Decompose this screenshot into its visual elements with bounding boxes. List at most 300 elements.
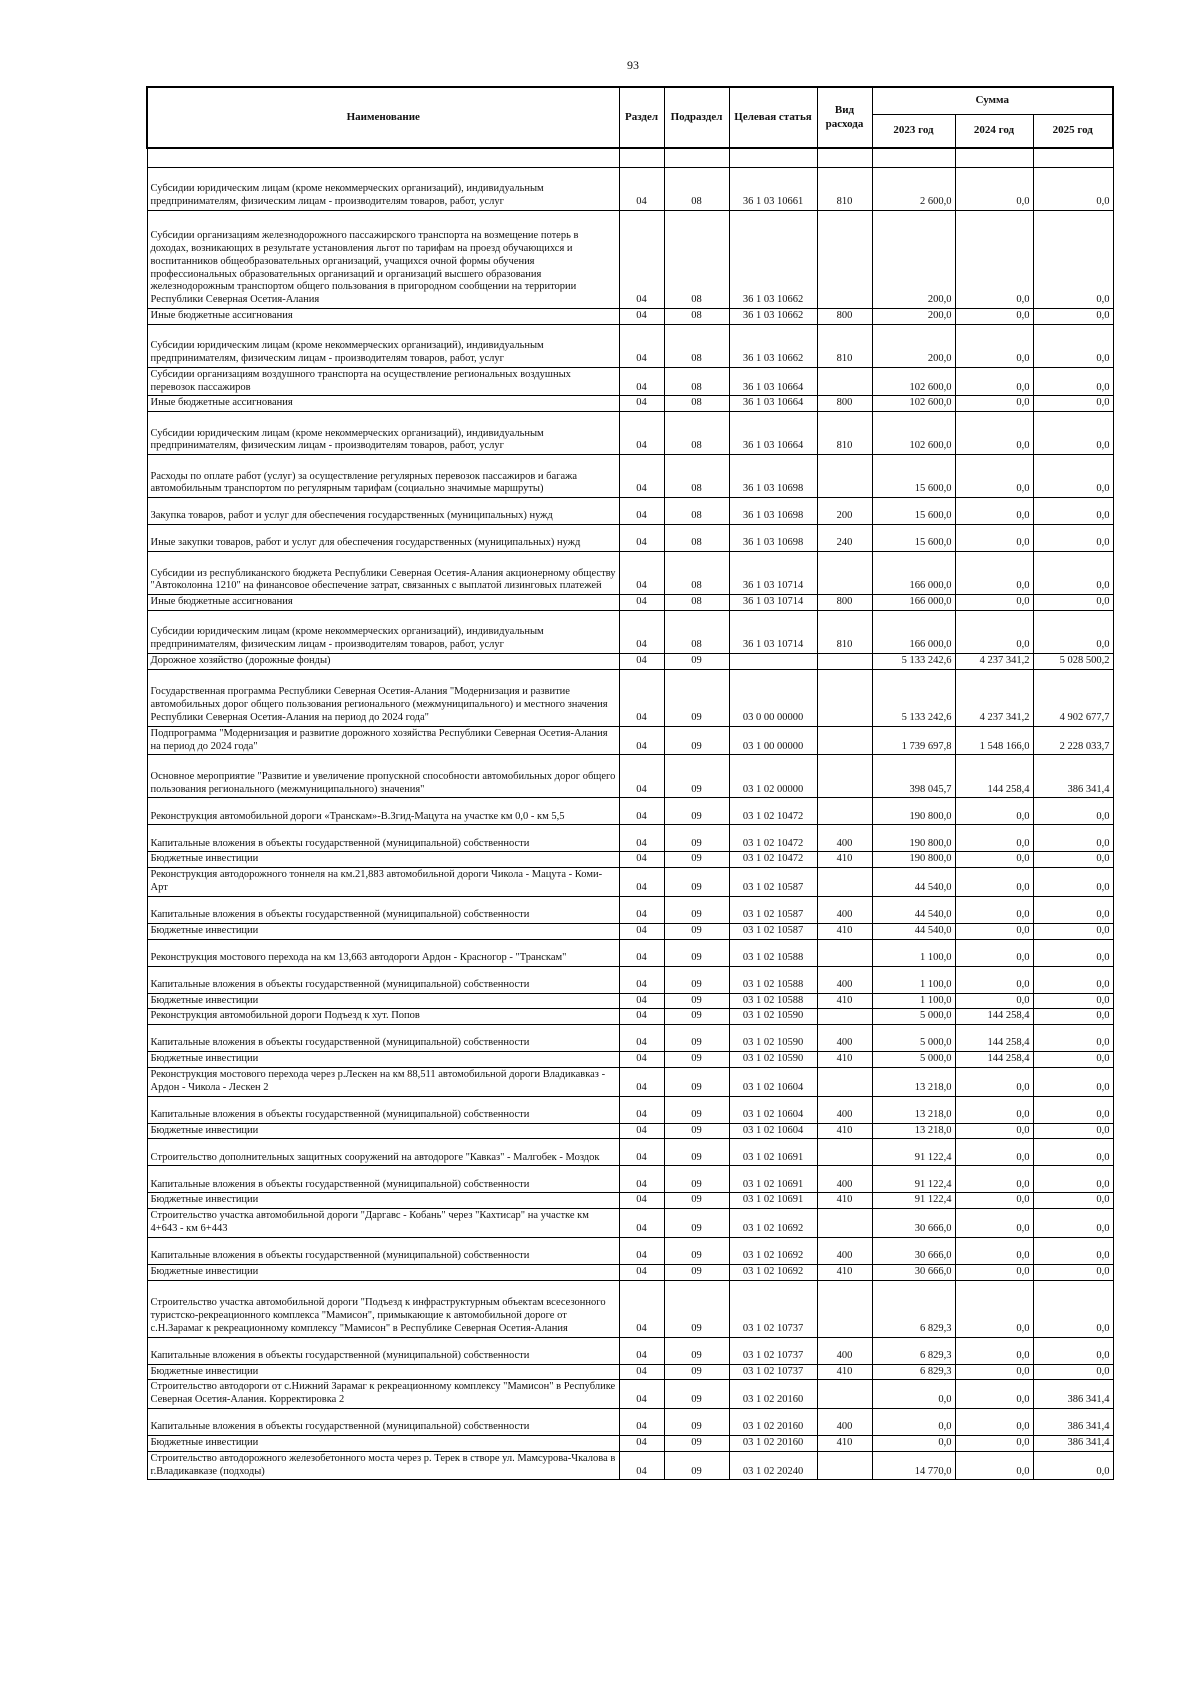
row-name: Реконструкция автодорожного тоннеля на км.21,883 автомобильной дороги Чикола - Мацута - Коми-Арт [147, 868, 619, 897]
row-sum-2023: 1 100,0 [872, 939, 955, 966]
table-row [147, 1380, 1113, 1409]
table-row [147, 525, 1113, 552]
row-sum-2024: 0,0 [955, 455, 1033, 498]
row-razdel: 04 [619, 1096, 664, 1123]
row-target-code: 36 1 03 10698 [729, 525, 817, 552]
row-sum-2023: 0,0 [872, 1435, 955, 1451]
budget-table [146, 86, 1114, 1480]
row-podrazdel: 09 [664, 653, 729, 669]
row-sum-2024: 0,0 [955, 1364, 1033, 1380]
row-sum-2024: 0,0 [955, 1337, 1033, 1364]
table-row [147, 726, 1113, 755]
row-sum-2025: 0,0 [1033, 1237, 1113, 1264]
row-vid-raskhoda: 810 [817, 168, 872, 211]
row-sum-2024: 0,0 [955, 1408, 1033, 1435]
row-name: Реконструкция автомобильной дороги Подъезд к хут. Попов [147, 1009, 619, 1025]
row-sum-2024: 1 548 166,0 [955, 726, 1033, 755]
row-sum-2025: 0,0 [1033, 939, 1113, 966]
row-sum-2024: 0,0 [955, 324, 1033, 367]
row-target-code: 36 1 03 10664 [729, 396, 817, 412]
row-vid-raskhoda [817, 552, 872, 595]
row-vid-raskhoda: 200 [817, 498, 872, 525]
row-vid-raskhoda [817, 1067, 872, 1096]
table-row [147, 1364, 1113, 1380]
row-target-code: 03 1 02 20160 [729, 1408, 817, 1435]
row-vid-raskhoda: 410 [817, 1264, 872, 1280]
row-name: Капитальные вложения в объекты государственной (муниципальной) собственности [147, 896, 619, 923]
row-sum-2023: 166 000,0 [872, 595, 955, 611]
row-razdel: 04 [619, 498, 664, 525]
table-row [147, 1209, 1113, 1238]
row-sum-2025: 0,0 [1033, 595, 1113, 611]
row-sum-2025: 0,0 [1033, 412, 1113, 455]
row-razdel: 04 [619, 1408, 664, 1435]
row-name: Иные бюджетные ассигнования [147, 595, 619, 611]
row-vid-raskhoda [817, 669, 872, 726]
row-name: Строительство дополнительных защитных сооружений на автодороге "Кавказ" - Малгобек - Моздок [147, 1139, 619, 1166]
row-razdel: 04 [619, 1025, 664, 1052]
page-number: 93 [627, 58, 639, 72]
row-name: Бюджетные инвестиции [147, 993, 619, 1009]
row-vid-raskhoda [817, 653, 872, 669]
row-vid-raskhoda: 810 [817, 610, 872, 653]
row-sum-2023: 30 666,0 [872, 1209, 955, 1238]
row-sum-2024: 144 258,4 [955, 755, 1033, 798]
row-razdel: 04 [619, 852, 664, 868]
row-sum-2024: 0,0 [955, 825, 1033, 852]
row-vid-raskhoda [817, 367, 872, 396]
row-vid-raskhoda: 400 [817, 1096, 872, 1123]
row-target-code: 03 1 02 20240 [729, 1451, 817, 1480]
row-target-code: 03 1 02 10691 [729, 1166, 817, 1193]
row-podrazdel: 09 [664, 726, 729, 755]
row-vid-raskhoda [817, 211, 872, 309]
row-name: Субсидии организациям железнодорожного пассажирского транспорта на возмещение потерь в доходах, возникающих в результате установления льгот по тарифам на проезд обучающихся и воспитанников общеобразовательных организаций, учащихся очной формы обучения профессиональных образовательных организаций и организаций высшего образования железнодорожным транспортом общего пользования в пригородном сообщении на территории Республики Северная Осетия-Алания [147, 211, 619, 309]
row-sum-2023: 5 000,0 [872, 1009, 955, 1025]
row-name: Капитальные вложения в объекты государственной (муниципальной) собственности [147, 1166, 619, 1193]
row-razdel: 04 [619, 1364, 664, 1380]
row-podrazdel: 09 [664, 852, 729, 868]
row-sum-2023: 0,0 [872, 1408, 955, 1435]
row-vid-raskhoda [817, 798, 872, 825]
row-razdel: 04 [619, 1193, 664, 1209]
row-sum-2024: 0,0 [955, 367, 1033, 396]
row-vid-raskhoda: 800 [817, 595, 872, 611]
row-target-code: 03 1 02 10737 [729, 1364, 817, 1380]
row-sum-2025: 0,0 [1033, 1193, 1113, 1209]
row-podrazdel: 08 [664, 595, 729, 611]
row-sum-2025: 0,0 [1033, 1025, 1113, 1052]
table-row [147, 1193, 1113, 1209]
row-razdel: 04 [619, 1337, 664, 1364]
table-row [147, 1337, 1113, 1364]
table-row [147, 1435, 1113, 1451]
row-target-code: 03 1 02 10691 [729, 1139, 817, 1166]
row-sum-2024: 0,0 [955, 1123, 1033, 1139]
row-sum-2024: 0,0 [955, 525, 1033, 552]
row-name: Капитальные вложения в объекты государственной (муниципальной) собственности [147, 1025, 619, 1052]
row-target-code: 03 1 02 10587 [729, 868, 817, 897]
row-sum-2023: 190 800,0 [872, 852, 955, 868]
row-name: Капитальные вложения в объекты государственной (муниципальной) собственности [147, 1096, 619, 1123]
row-razdel: 04 [619, 653, 664, 669]
row-name: Дорожное хозяйство (дорожные фонды) [147, 653, 619, 669]
row-sum-2025: 5 028 500,2 [1033, 653, 1113, 669]
row-target-code: 03 1 02 10588 [729, 966, 817, 993]
row-name: Субсидии юридическим лицам (кроме некоммерческих организаций), индивидуальным предпринимателям, физическим лицам - производителям товаров, работ, услуг [147, 168, 619, 211]
row-razdel: 04 [619, 324, 664, 367]
row-vid-raskhoda: 410 [817, 852, 872, 868]
row-podrazdel: 09 [664, 868, 729, 897]
row-razdel: 04 [619, 993, 664, 1009]
row-name: Субсидии юридическим лицам (кроме некоммерческих организаций), индивидуальным предпринимателям, физическим лицам - производителям товаров, работ, услуг [147, 412, 619, 455]
row-sum-2024: 0,0 [955, 1435, 1033, 1451]
row-sum-2023: 13 218,0 [872, 1096, 955, 1123]
table-row [147, 653, 1113, 669]
row-target-code: 03 1 02 10692 [729, 1264, 817, 1280]
row-target-code [729, 653, 817, 669]
table-row [147, 1009, 1113, 1025]
row-name: Бюджетные инвестиции [147, 852, 619, 868]
table-row [147, 412, 1113, 455]
row-name: Иные бюджетные ассигнования [147, 396, 619, 412]
row-podrazdel: 08 [664, 552, 729, 595]
row-name: Реконструкция мостового перехода на км 13,663 автодороги Ардон - Красногор - "Транскам" [147, 939, 619, 966]
row-name: Строительство автодорожного железобетонного моста через р. Терек в створе ул. Мамсурова-Чкалова в г.Владикавказе (подходы) [147, 1451, 619, 1480]
table-row [147, 396, 1113, 412]
row-podrazdel: 08 [664, 324, 729, 367]
row-podrazdel: 09 [664, 993, 729, 1009]
row-sum-2023: 6 829,3 [872, 1337, 955, 1364]
header-podrazdel: Подраздел [664, 87, 729, 148]
row-sum-2023: 13 218,0 [872, 1067, 955, 1096]
row-sum-2024: 0,0 [955, 412, 1033, 455]
table-row [147, 825, 1113, 852]
row-sum-2025: 0,0 [1033, 525, 1113, 552]
row-razdel: 04 [619, 211, 664, 309]
row-podrazdel: 09 [664, 1408, 729, 1435]
row-podrazdel: 09 [664, 1435, 729, 1451]
row-podrazdel: 08 [664, 309, 729, 325]
row-sum-2023: 200,0 [872, 211, 955, 309]
row-target-code: 03 1 02 10604 [729, 1123, 817, 1139]
row-podrazdel: 09 [664, 755, 729, 798]
row-sum-2023: 166 000,0 [872, 552, 955, 595]
row-vid-raskhoda [817, 726, 872, 755]
table-body [147, 148, 1113, 1480]
row-name: Бюджетные инвестиции [147, 1052, 619, 1068]
row-sum-2025: 0,0 [1033, 825, 1113, 852]
row-sum-2023: 102 600,0 [872, 412, 955, 455]
row-sum-2024: 4 237 341,2 [955, 669, 1033, 726]
row-razdel: 04 [619, 412, 664, 455]
row-sum-2024: 144 258,4 [955, 1025, 1033, 1052]
row-vid-raskhoda: 410 [817, 1364, 872, 1380]
row-vid-raskhoda [817, 1451, 872, 1480]
row-vid-raskhoda [817, 755, 872, 798]
row-target-code: 03 1 02 10472 [729, 852, 817, 868]
row-podrazdel: 08 [664, 211, 729, 309]
row-sum-2024: 0,0 [955, 896, 1033, 923]
row-podrazdel: 09 [664, 1052, 729, 1068]
row-razdel: 04 [619, 1237, 664, 1264]
row-name: Бюджетные инвестиции [147, 1193, 619, 1209]
row-sum-2023: 190 800,0 [872, 825, 955, 852]
row-sum-2024: 0,0 [955, 168, 1033, 211]
row-razdel: 04 [619, 1280, 664, 1337]
header-target: Целевая статья [729, 87, 817, 148]
row-name: Строительство участка автомобильной дороги "Даргавс - Кобань" через "Кахтисар" на участке км 4+643 - км 6+443 [147, 1209, 619, 1238]
table-row [147, 367, 1113, 396]
row-name: Подпрограмма "Модернизация и развитие дорожного хозяйства Республики Северная Осетия-Алания на период до 2024 года" [147, 726, 619, 755]
row-sum-2025: 0,0 [1033, 1067, 1113, 1096]
table-row [147, 168, 1113, 211]
row-target-code: 03 1 02 10692 [729, 1237, 817, 1264]
row-sum-2023: 15 600,0 [872, 525, 955, 552]
row-vid-raskhoda: 400 [817, 966, 872, 993]
header-razdel: Раздел [619, 87, 664, 148]
table-row [147, 669, 1113, 726]
row-sum-2025: 0,0 [1033, 168, 1113, 211]
row-razdel: 04 [619, 168, 664, 211]
table-row [147, 1025, 1113, 1052]
table-row [147, 1166, 1113, 1193]
table-row [147, 923, 1113, 939]
row-target-code: 36 1 03 10662 [729, 309, 817, 325]
row-sum-2024: 0,0 [955, 993, 1033, 1009]
row-sum-2024: 0,0 [955, 1193, 1033, 1209]
row-razdel: 04 [619, 755, 664, 798]
row-sum-2023: 200,0 [872, 309, 955, 325]
row-sum-2025: 0,0 [1033, 1166, 1113, 1193]
row-sum-2025: 0,0 [1033, 923, 1113, 939]
row-target-code: 03 1 00 00000 [729, 726, 817, 755]
row-podrazdel: 09 [664, 1025, 729, 1052]
row-podrazdel: 09 [664, 1009, 729, 1025]
row-vid-raskhoda [817, 1280, 872, 1337]
row-razdel: 04 [619, 367, 664, 396]
table-row [147, 211, 1113, 309]
row-sum-2024: 0,0 [955, 1451, 1033, 1480]
row-sum-2023: 14 770,0 [872, 1451, 955, 1480]
row-razdel: 04 [619, 669, 664, 726]
row-razdel: 04 [619, 798, 664, 825]
row-razdel: 04 [619, 610, 664, 653]
table-row [147, 1123, 1113, 1139]
row-sum-2024: 0,0 [955, 1067, 1033, 1096]
row-name: Субсидии юридическим лицам (кроме некоммерческих организаций), индивидуальным предпринимателям, физическим лицам - производителям товаров, работ, услуг [147, 324, 619, 367]
row-name: Бюджетные инвестиции [147, 1264, 619, 1280]
row-podrazdel: 09 [664, 1337, 729, 1364]
row-sum-2025: 0,0 [1033, 1451, 1113, 1480]
row-vid-raskhoda: 810 [817, 412, 872, 455]
row-podrazdel: 09 [664, 1451, 729, 1480]
row-sum-2023: 102 600,0 [872, 396, 955, 412]
row-sum-2025: 4 902 677,7 [1033, 669, 1113, 726]
row-vid-raskhoda: 410 [817, 923, 872, 939]
table-row [147, 993, 1113, 1009]
row-razdel: 04 [619, 939, 664, 966]
row-name: Реконструкция автомобильной дороги «Транскам»-В.Згид-Мацута на участке км 0,0 - км 5,5 [147, 798, 619, 825]
row-sum-2025: 0,0 [1033, 1123, 1113, 1139]
row-vid-raskhoda: 400 [817, 1408, 872, 1435]
row-razdel: 04 [619, 525, 664, 552]
row-sum-2025: 0,0 [1033, 896, 1113, 923]
header-sum: Сумма [872, 87, 1113, 115]
row-podrazdel: 09 [664, 966, 729, 993]
row-name: Капитальные вложения в объекты государственной (муниципальной) собственности [147, 966, 619, 993]
row-sum-2025: 0,0 [1033, 396, 1113, 412]
row-sum-2024: 0,0 [955, 1166, 1033, 1193]
row-vid-raskhoda: 400 [817, 1025, 872, 1052]
row-name: Реконструкция мостового перехода через р.Лескен на км 88,511 автомобильной дороги Владикавказ - Ардон - Чикола - Лескен 2 [147, 1067, 619, 1096]
row-sum-2023: 15 600,0 [872, 455, 955, 498]
table-row [147, 896, 1113, 923]
row-vid-raskhoda [817, 1009, 872, 1025]
row-target-code: 36 1 03 10664 [729, 367, 817, 396]
row-target-code: 03 1 02 10590 [729, 1052, 817, 1068]
row-sum-2023: 44 540,0 [872, 923, 955, 939]
row-razdel: 04 [619, 868, 664, 897]
row-vid-raskhoda: 400 [817, 825, 872, 852]
row-name: Бюджетные инвестиции [147, 923, 619, 939]
row-podrazdel: 09 [664, 1193, 729, 1209]
row-name: Субсидии организациям воздушного транспорта на осуществление региональных воздушных перевозок пассажиров [147, 367, 619, 396]
header-name: Наименование [147, 87, 619, 148]
row-podrazdel: 09 [664, 669, 729, 726]
row-podrazdel: 08 [664, 525, 729, 552]
row-sum-2023: 91 122,4 [872, 1193, 955, 1209]
row-podrazdel: 09 [664, 825, 729, 852]
row-razdel: 04 [619, 455, 664, 498]
row-podrazdel: 09 [664, 1264, 729, 1280]
row-sum-2025: 0,0 [1033, 367, 1113, 396]
table-row [147, 610, 1113, 653]
table-row [147, 1451, 1113, 1480]
row-name: Капитальные вложения в объекты государственной (муниципальной) собственности [147, 1237, 619, 1264]
row-sum-2025: 0,0 [1033, 1364, 1113, 1380]
row-vid-raskhoda: 410 [817, 993, 872, 1009]
row-sum-2023: 190 800,0 [872, 798, 955, 825]
row-name: Основное мероприятие "Развитие и увеличение пропускной способности автомобильных дорог общего пользования регионального (межмуниципального) значения" [147, 755, 619, 798]
row-target-code: 03 1 02 10692 [729, 1209, 817, 1238]
header-spacer-row [147, 148, 1113, 168]
row-vid-raskhoda: 410 [817, 1123, 872, 1139]
row-sum-2025: 2 228 033,7 [1033, 726, 1113, 755]
row-target-code: 03 1 02 10587 [729, 896, 817, 923]
row-sum-2025: 0,0 [1033, 1009, 1113, 1025]
row-sum-2024: 0,0 [955, 1237, 1033, 1264]
row-target-code: 36 1 03 10698 [729, 498, 817, 525]
row-sum-2023: 398 045,7 [872, 755, 955, 798]
row-podrazdel: 09 [664, 1237, 729, 1264]
row-sum-2025: 0,0 [1033, 498, 1113, 525]
row-vid-raskhoda [817, 1380, 872, 1409]
row-sum-2024: 0,0 [955, 1096, 1033, 1123]
row-sum-2024: 144 258,4 [955, 1009, 1033, 1025]
row-podrazdel: 08 [664, 610, 729, 653]
row-podrazdel: 09 [664, 923, 729, 939]
row-razdel: 04 [619, 896, 664, 923]
row-vid-raskhoda [817, 1139, 872, 1166]
row-sum-2024: 4 237 341,2 [955, 653, 1033, 669]
row-podrazdel: 09 [664, 1280, 729, 1337]
row-sum-2023: 30 666,0 [872, 1264, 955, 1280]
header-2023: 2023 год [872, 115, 955, 149]
row-sum-2023: 1 100,0 [872, 993, 955, 1009]
row-sum-2024: 0,0 [955, 966, 1033, 993]
row-target-code: 03 1 02 10590 [729, 1025, 817, 1052]
row-sum-2025: 0,0 [1033, 309, 1113, 325]
row-sum-2024: 0,0 [955, 868, 1033, 897]
row-razdel: 04 [619, 1166, 664, 1193]
row-name: Субсидии из республиканского бюджета Республики Северная Осетия-Алания акционерному обществу "Автоколонна 1210" на финансовое обеспечение затрат, связанных с выплатой лизинговых платежей [147, 552, 619, 595]
row-target-code: 03 1 02 10604 [729, 1096, 817, 1123]
row-sum-2024: 0,0 [955, 1380, 1033, 1409]
row-target-code: 36 1 03 10664 [729, 412, 817, 455]
row-target-code: 03 1 02 20160 [729, 1435, 817, 1451]
row-podrazdel: 09 [664, 1123, 729, 1139]
row-name: Капитальные вложения в объекты государственной (муниципальной) собственности [147, 1408, 619, 1435]
row-sum-2023: 5 000,0 [872, 1052, 955, 1068]
row-sum-2025: 0,0 [1033, 993, 1113, 1009]
row-razdel: 04 [619, 825, 664, 852]
row-name: Строительство участка автомобильной дороги "Подъезд к инфраструктурным объектам всесезонного туристско-рекреационного комплекса "Мамисон", примыкающие к автомобильной дороге от с.Н.Зарамаг к рекреационному комплексу "Мамисон" в Республике Северная Осетия-Алания [147, 1280, 619, 1337]
row-podrazdel: 08 [664, 412, 729, 455]
row-vid-raskhoda [817, 939, 872, 966]
row-razdel: 04 [619, 1139, 664, 1166]
row-name: Строительство автодороги от с.Нижний Зарамаг к рекреационному комплексу "Мамисон" в Республике Северная Осетия-Алания. Корректировка 2 [147, 1380, 619, 1409]
row-target-code: 03 1 02 10588 [729, 939, 817, 966]
row-sum-2023: 1 100,0 [872, 966, 955, 993]
row-sum-2024: 0,0 [955, 852, 1033, 868]
row-podrazdel: 09 [664, 939, 729, 966]
row-razdel: 04 [619, 396, 664, 412]
row-sum-2024: 144 258,4 [955, 1052, 1033, 1068]
row-target-code: 36 1 03 10714 [729, 552, 817, 595]
row-target-code: 03 1 02 10691 [729, 1193, 817, 1209]
row-podrazdel: 09 [664, 1380, 729, 1409]
row-sum-2025: 0,0 [1033, 852, 1113, 868]
row-podrazdel: 09 [664, 1166, 729, 1193]
row-name: Расходы по оплате работ (услуг) за осуществление регулярных перевозок пассажиров и багажа автомобильным транспортом по регулярным тарифам (социально значимые маршруты) [147, 455, 619, 498]
row-target-code: 03 1 02 10737 [729, 1337, 817, 1364]
table-row [147, 868, 1113, 897]
row-sum-2025: 0,0 [1033, 1337, 1113, 1364]
row-sum-2025: 0,0 [1033, 1280, 1113, 1337]
row-sum-2023: 5 133 242,6 [872, 653, 955, 669]
table-row [147, 939, 1113, 966]
row-sum-2024: 0,0 [955, 923, 1033, 939]
row-razdel: 04 [619, 923, 664, 939]
row-sum-2023: 2 600,0 [872, 168, 955, 211]
table-row [147, 552, 1113, 595]
row-razdel: 04 [619, 1067, 664, 1096]
row-name: Бюджетные инвестиции [147, 1123, 619, 1139]
row-name: Капитальные вложения в объекты государственной (муниципальной) собственности [147, 1337, 619, 1364]
row-podrazdel: 09 [664, 1209, 729, 1238]
table-row [147, 755, 1113, 798]
row-sum-2023: 44 540,0 [872, 896, 955, 923]
row-sum-2023: 5 133 242,6 [872, 669, 955, 726]
table-row [147, 1408, 1113, 1435]
table-row [147, 455, 1113, 498]
row-sum-2024: 0,0 [955, 798, 1033, 825]
row-sum-2023: 30 666,0 [872, 1237, 955, 1264]
header-2024: 2024 год [955, 115, 1033, 149]
table-row [147, 1052, 1113, 1068]
row-sum-2024: 0,0 [955, 498, 1033, 525]
